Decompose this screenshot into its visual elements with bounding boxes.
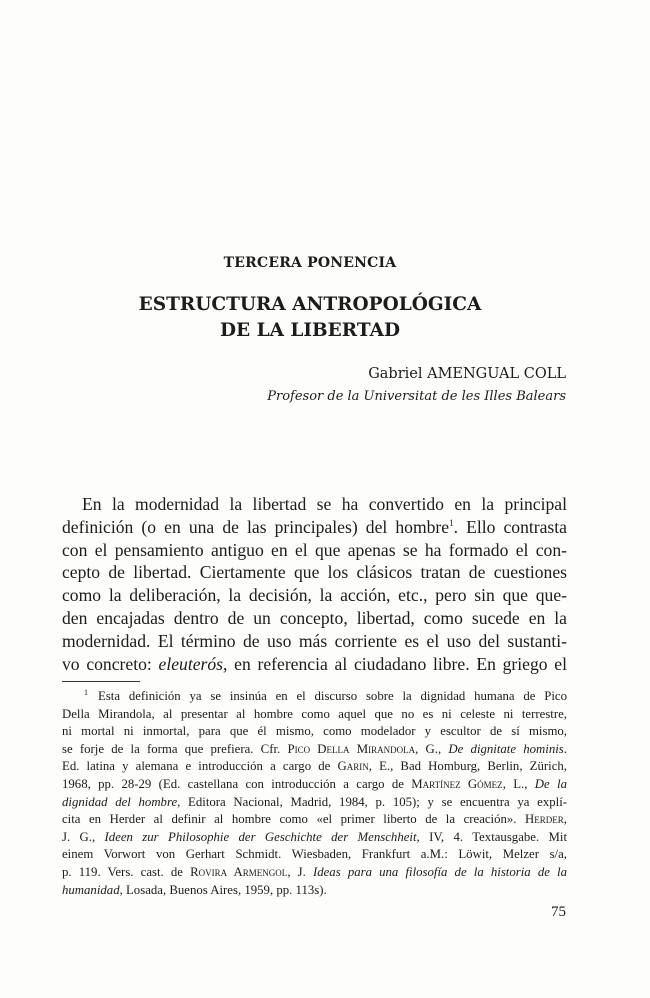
work-title: Ideen zur Philosophie der Geschichte der Menschheit xyxy=(104,829,417,844)
footnote-text: Esta definición ya se insinúa en el discurso sobre la dignidad humana de Pico xyxy=(98,689,567,703)
footnote-text: , Losada, Buenos Aires, 1959, pp. 113s). xyxy=(119,882,327,897)
page-number: 75 xyxy=(551,904,566,920)
body-text: vo concreto: xyxy=(62,653,159,674)
footnote-text: cita en Herder al definir al hombre como «el primer liberto de la creación». xyxy=(62,812,526,827)
work-title: dignidad del hombre xyxy=(62,794,178,809)
footnote-text: , IV, 4. Textausgabe. Mit xyxy=(416,829,568,844)
footnote-text: , Editora Nacional, Madrid, 1984, p. 105); y se encuentra ya explí- xyxy=(177,794,568,809)
footnote-text: , L., xyxy=(502,776,535,791)
footnote-line xyxy=(62,776,567,794)
footnote-line: ni mortal ni inmortal, para que él mismo, como modelador y escultor de sí mismo, xyxy=(62,724,567,739)
footnote-text: , E., Bad Homburg, Berlin, Zürich, xyxy=(368,759,567,774)
footnote-line xyxy=(62,864,567,882)
section-label: TERCERA PONENCIA xyxy=(223,255,397,271)
author-affiliation: Profesor de la Universitat de les Illes Balears xyxy=(267,389,566,404)
work-title: Ideas para una filosofía de la historia de la xyxy=(312,864,567,879)
footnote-line xyxy=(62,794,567,812)
body-line: den encajadas dentro de un concepto, libertad, como sucede en la xyxy=(62,607,567,628)
footnote xyxy=(62,688,567,899)
author-smallcaps: Pico Della Mirandola xyxy=(287,741,416,756)
footnote-text: , G., xyxy=(415,741,449,756)
footnote-line: einem Vorwort von Gerhart Schmidt. Wiesbaden, Frankfurt a.M.: Löwit, Melzer s/a, xyxy=(62,847,567,862)
body-line: como la deliberación, la decisión, la acción, etc., pero sin que que- xyxy=(62,585,567,606)
author-smallcaps: Garin xyxy=(337,759,369,774)
author-smallcaps: Herder xyxy=(525,812,564,827)
footnote-line xyxy=(62,811,567,829)
greek-term: eleuterós xyxy=(158,653,224,674)
body-paragraph xyxy=(62,493,567,675)
footnote-line xyxy=(62,829,567,847)
footnote-text: J. G., xyxy=(62,829,105,844)
body-line: cepto de libertad. Ciertamente que los clásicos tratan de cuestiones xyxy=(62,562,567,583)
footnote-line: Della Mirandola, al presentar al hombre como aquel que no es ni celeste ni terrestre, xyxy=(62,706,567,721)
body-text: definición (o en una de las principales) del hombre xyxy=(62,516,450,537)
footnote-text: 1968, pp. 28-29 (Ed. castellana con introducción a cargo de xyxy=(62,776,412,791)
footnote-text: se forje de la forma que prefiera. Cfr. xyxy=(62,741,288,756)
author-smallcaps: Rovira Armengol xyxy=(190,864,288,879)
footnote-text: p. 119. Vers. cast. de xyxy=(62,864,191,879)
footnote-text: , xyxy=(563,812,567,827)
footnote-line xyxy=(62,882,567,900)
footnote-reference[interactable]: 1 xyxy=(449,517,454,528)
author-name: Gabriel AMENGUAL COLL xyxy=(368,366,566,382)
footnote-line xyxy=(62,741,567,759)
work-title: De la xyxy=(534,776,567,791)
footnote-line xyxy=(62,688,567,706)
footnote-text: Ed. latina y alemana e introducción a cargo de xyxy=(62,759,338,774)
work-title: De dignitate hominis xyxy=(448,741,564,756)
work-title: humanidad xyxy=(62,882,120,897)
chapter-title-line-1: ESTRUCTURA ANTROPOLÓGICA xyxy=(138,294,482,315)
footnote-line xyxy=(62,758,567,776)
body-line xyxy=(62,516,567,539)
footnote-text: , J. xyxy=(287,864,313,879)
body-line: modernidad. El término de uso más corriente es el uso del sustanti- xyxy=(62,630,567,651)
footnote-text: . xyxy=(563,741,567,756)
body-line: con el pensamiento antiguo en el que apenas se ha formado el con- xyxy=(62,539,567,560)
footnote-mark: 1 xyxy=(84,688,88,697)
body-line: En la modernidad la libertad se ha convertido en la principal xyxy=(82,494,567,514)
body-text: , en referencia al ciudadano libre. En griego el xyxy=(223,653,567,674)
body-line xyxy=(62,653,567,676)
footnote-divider xyxy=(62,681,140,682)
chapter-title-line-2: DE LA LIBERTAD xyxy=(220,320,400,341)
author-smallcaps: Martínez Gómez xyxy=(411,776,503,791)
chapter-title xyxy=(0,292,620,344)
body-text: . Ello contrasta xyxy=(453,516,567,537)
